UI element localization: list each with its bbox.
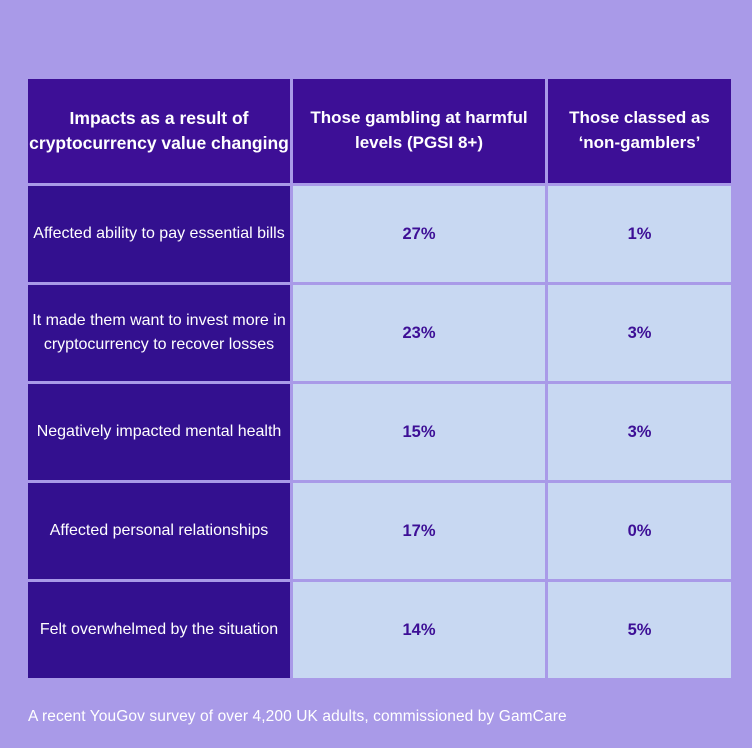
table-container xyxy=(25,76,725,681)
value-harmful: 15% xyxy=(293,384,545,480)
column-header-harmful-gambling: Those gambling at harmful levels (PGSI 8+) xyxy=(293,79,545,183)
column-header-non-gamblers: Those classed as ‘non-gamblers’ xyxy=(548,79,731,183)
table-row xyxy=(28,384,731,480)
table-row xyxy=(28,483,731,579)
source-footnote: A recent YouGov survey of over 4,200 UK adults, commissioned by GamCare xyxy=(28,708,567,725)
table-row xyxy=(28,582,731,678)
row-label: It made them want to invest more in cryptocurrency to recover losses xyxy=(28,285,290,381)
table-header-row xyxy=(28,79,731,183)
row-label: Affected ability to pay essential bills xyxy=(28,186,290,282)
row-label: Felt overwhelmed by the situation xyxy=(28,582,290,678)
table-row xyxy=(28,285,731,381)
value-non-gamblers: 1% xyxy=(548,186,731,282)
value-harmful: 23% xyxy=(293,285,545,381)
column-header-impacts: Impacts as a result of cryptocurrency value changing xyxy=(28,79,290,183)
row-label: Affected personal relationships xyxy=(28,483,290,579)
table-row xyxy=(28,186,731,282)
value-harmful: 27% xyxy=(293,186,545,282)
value-non-gamblers: 5% xyxy=(548,582,731,678)
value-non-gamblers: 0% xyxy=(548,483,731,579)
crypto-impacts-table xyxy=(25,76,734,681)
value-harmful: 14% xyxy=(293,582,545,678)
value-non-gamblers: 3% xyxy=(548,285,731,381)
value-harmful: 17% xyxy=(293,483,545,579)
value-non-gamblers: 3% xyxy=(548,384,731,480)
row-label: Negatively impacted mental health xyxy=(28,384,290,480)
